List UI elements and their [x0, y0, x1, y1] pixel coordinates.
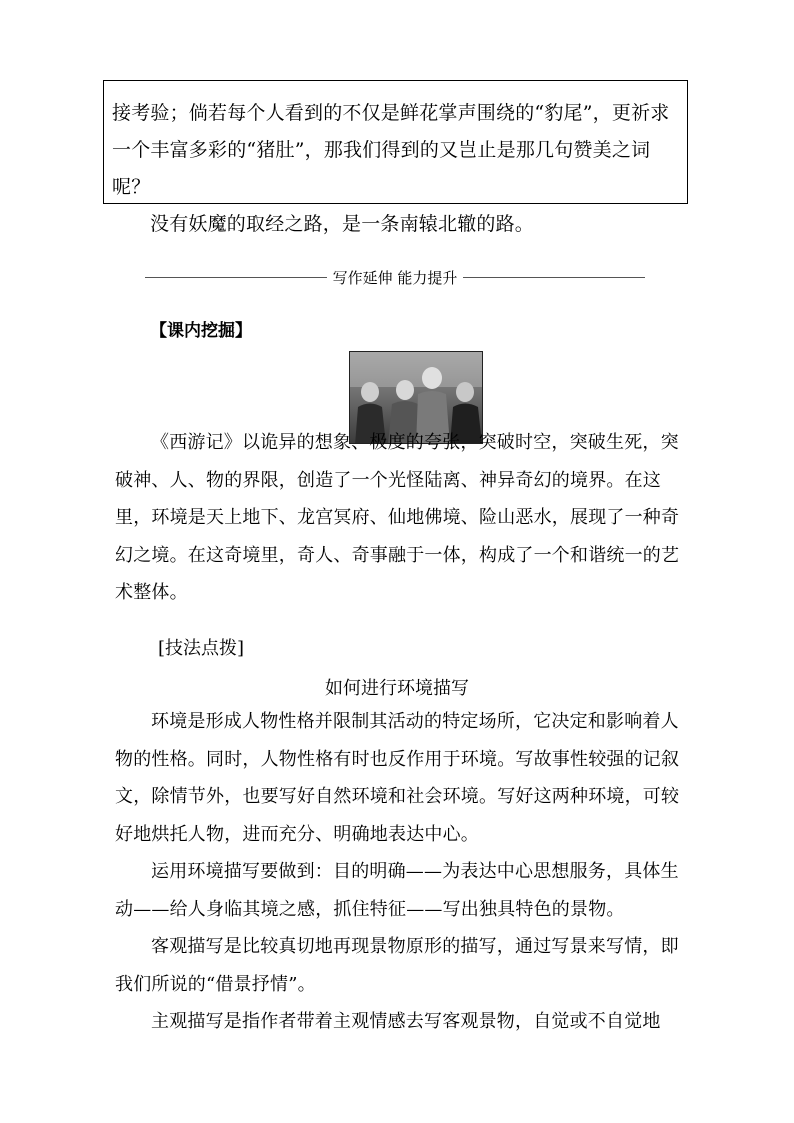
article-paragraph: 运用环境描写要做到：目的明确——为表达中心思想服务，具体生动——给人身临其境之感，抓住特征——写出独具特色的景物。 — [115, 861, 679, 920]
article-title: 如何进行环境描写 — [325, 678, 469, 699]
quote-box — [103, 80, 688, 235]
divider-label: 写作延伸 能力提升 — [332, 268, 458, 287]
quote-box-line-1: 接考验；倘若每个人看到的不仅是鲜花掌声围绕的“豹尾”，更祈求一个丰富多彩的“猪肚”，那我们得到的又岂止是那几句赞美之词呢？ — [112, 102, 670, 198]
intro-paragraph: 《西游记》以诡异的想象、极度的夸张，突破时空，突破生死，突破神、人、物的界限，创造了一个光怪陆离、神异奇幻的境界。在这里，环境是天上地下、龙宫冥府、仙地佛境、险山恶水，展现了一种奇幻之境。在这奇境里，奇人、奇事融于一体，构成了一个和谐统一的艺术整体。 — [115, 432, 680, 603]
divider-line-right — [463, 277, 645, 278]
section-heading: 【课内挖掘】 — [150, 321, 252, 341]
article-paragraph: 主观描写是指作者带着主观情感去写客观景物，自觉或不自觉地 — [151, 1011, 661, 1032]
tip-label: [技法点拨] — [158, 638, 245, 659]
article-paragraph: 环境是形成人物性格并限制其活动的特定场所，它决定和影响着人物的性格。同时，人物性格有时也反作用于环境。写故事性较强的记叙文，除情节外，也要写好自然环境和社会环境。写好这两种环境，可较好地烘托人物，进而充分、明确地表达中心。 — [115, 711, 680, 845]
article-paragraph: 客观描写是比较真切地再现景物原形的描写，通过写景来写情，即我们所说的“借景抒情”。 — [115, 936, 679, 995]
intro-paragraph-block — [115, 424, 680, 612]
quote-box-line-2: 没有妖魔的取经之路，是一条南辕北辙的路。 — [150, 213, 535, 235]
divider-line-left — [145, 277, 327, 278]
article-body — [115, 703, 680, 1041]
section-divider — [145, 266, 645, 288]
